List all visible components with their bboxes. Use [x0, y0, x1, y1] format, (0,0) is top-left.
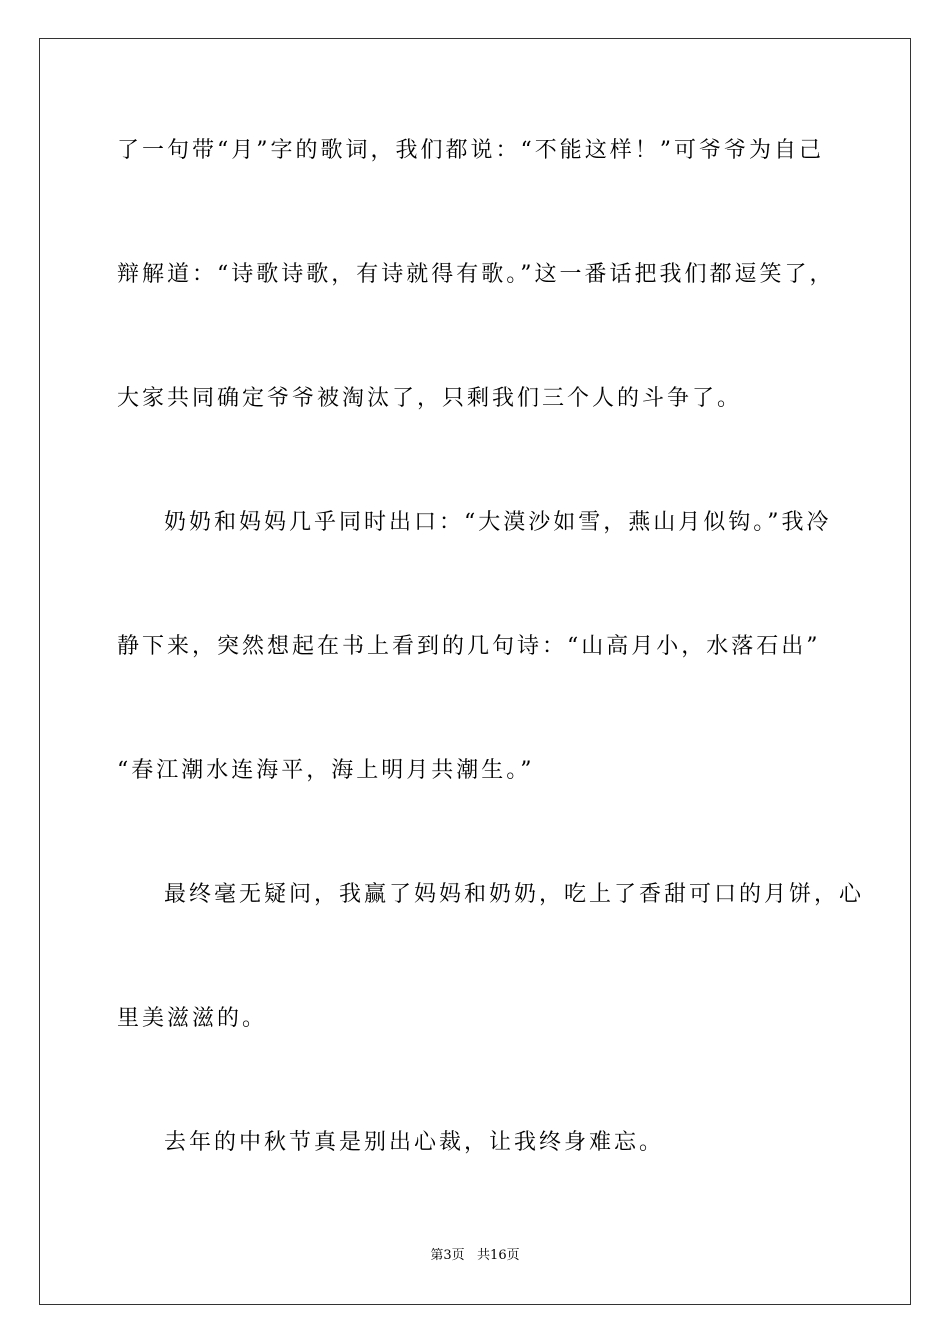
page-border: [39, 38, 911, 1305]
paragraph-line: 辩解道：“诗歌诗歌，有诗就得有歌。”这一番话把我们都逗笑了，: [117, 262, 835, 287]
paragraph-line: 静下来，突然想起在书上看到的几句诗：“山高月小，水落石出”: [117, 634, 821, 659]
page-number-footer: 第3页 共16页: [430, 1248, 520, 1263]
paragraph-line: 最终毫无疑问，我赢了妈妈和奶奶，吃上了香甜可口的月饼，心: [164, 882, 865, 907]
paragraph-line: 去年的中秋节真是别出心裁，让我终身难忘。: [164, 1130, 665, 1155]
paragraph-line: 里美滋滋的。: [117, 1006, 268, 1031]
paragraph-line: 大家共同确定爷爷被淘汰了，只剩我们三个人的斗争了。: [117, 386, 743, 411]
paragraph-line: 了一句带“月”字的歌词，我们都说：“不能这样！”可爷爷为自己: [117, 138, 824, 163]
paragraph-line: “春江潮水连海平，海上明月共潮生。”: [117, 758, 535, 783]
paragraph-line: 奶奶和妈妈几乎同时出口：“大漠沙如雪，燕山月似钩。”我冷: [164, 510, 832, 535]
